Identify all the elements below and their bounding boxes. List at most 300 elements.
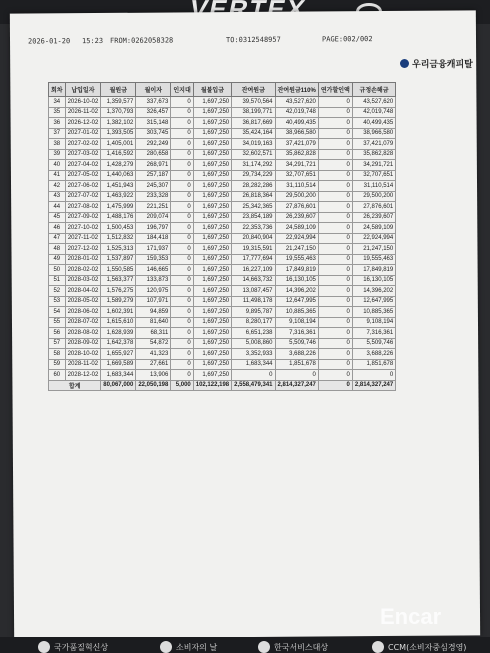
table-cell: 280,658 — [136, 149, 171, 160]
table-cell: 1,697,250 — [193, 349, 231, 360]
table-cell: 58 — [49, 349, 66, 360]
award-icon — [258, 641, 270, 653]
column-header: 월이자 — [136, 83, 171, 97]
table-cell: 81,640 — [136, 317, 171, 328]
table-cell: 36 — [49, 118, 66, 129]
table-cell: 12,647,995 — [352, 296, 395, 307]
table-cell: 13,087,457 — [232, 286, 275, 297]
footer-badge-2: 소비자의 날 — [160, 641, 217, 653]
table-cell: 0 — [171, 254, 193, 265]
table-cell: 19,555,463 — [275, 254, 318, 265]
footer-badge-1: 국가품질혁신상 — [38, 641, 108, 653]
total-cell: 합계 — [49, 380, 101, 390]
table-row — [49, 191, 396, 202]
table-cell: 2028-11-02 — [65, 359, 101, 370]
table-cell: 24,589,109 — [352, 223, 395, 234]
table-cell: 1,615,610 — [101, 317, 136, 328]
table-cell: 48 — [49, 244, 66, 255]
table-cell: 11,498,178 — [232, 296, 275, 307]
table-cell: 0 — [171, 317, 193, 328]
table-cell: 2027-12-02 — [65, 244, 101, 255]
table-cell: 0 — [318, 118, 352, 129]
table-cell: 1,851,678 — [275, 359, 318, 370]
table-cell: 14,396,202 — [352, 286, 395, 297]
column-header: 규정손해금 — [352, 83, 395, 97]
table-cell: 209,074 — [136, 212, 171, 223]
table-cell: 0 — [171, 275, 193, 286]
table-cell: 44 — [49, 202, 66, 213]
fax-page: PAGE:002/002 — [321, 35, 373, 44]
table-cell: 43,527,620 — [352, 97, 395, 108]
table-cell: 0 — [318, 128, 352, 139]
table-cell: 32,602,571 — [232, 149, 275, 160]
table-cell: 1,500,453 — [101, 223, 136, 234]
table-cell: 1,628,939 — [101, 328, 136, 339]
table-cell: 2027-05-02 — [65, 170, 101, 181]
table-cell: 0 — [171, 170, 193, 181]
table-cell: 42,019,748 — [275, 107, 318, 118]
table-cell: 0 — [318, 349, 352, 360]
table-cell: 28,282,286 — [232, 181, 275, 192]
table-cell: 0 — [318, 296, 352, 307]
table-cell: 1,416,592 — [101, 149, 136, 160]
award-icon — [38, 641, 50, 653]
table-cell: 0 — [318, 275, 352, 286]
table-cell: 1,697,250 — [193, 254, 231, 265]
table-cell: 1,697,250 — [193, 317, 231, 328]
company-logo — [400, 57, 473, 70]
table-cell: 35,862,828 — [352, 149, 395, 160]
column-header: 연가할인액 — [318, 83, 352, 97]
table-cell: 292,249 — [136, 139, 171, 150]
table-cell: 21,247,150 — [275, 244, 318, 255]
table-cell: 0 — [318, 233, 352, 244]
table-cell: 43,527,620 — [275, 97, 318, 108]
table-row — [49, 275, 396, 286]
table-cell: 9,108,194 — [352, 317, 395, 328]
table-cell: 54,872 — [136, 338, 171, 349]
table-cell: 3,688,226 — [275, 349, 318, 360]
table-cell: 38,199,771 — [232, 107, 275, 118]
table-cell: 1,382,102 — [101, 118, 136, 129]
table-cell: 38,966,580 — [275, 128, 318, 139]
table-cell: 1,370,793 — [101, 107, 136, 118]
table-cell: 52 — [49, 286, 66, 297]
table-cell: 1,440,063 — [101, 170, 136, 181]
table-cell: 26,239,607 — [352, 212, 395, 223]
column-header: 인지대 — [171, 83, 193, 97]
table-cell: 0 — [318, 307, 352, 318]
table-cell: 1,697,250 — [193, 275, 231, 286]
table-cell: 54 — [49, 307, 66, 318]
table-cell: 0 — [171, 139, 193, 150]
table-cell: 1,697,250 — [193, 244, 231, 255]
table-cell: 31,174,292 — [232, 160, 275, 171]
table-cell: 49 — [49, 254, 66, 265]
table-cell: 1,563,377 — [101, 275, 136, 286]
table-row — [49, 359, 396, 370]
table-cell: 2028-12-02 — [65, 370, 101, 381]
table-cell: 1,697,250 — [193, 118, 231, 129]
table-cell: 0 — [318, 317, 352, 328]
table-cell: 0 — [171, 160, 193, 171]
table-cell: 1,475,999 — [101, 202, 136, 213]
table-row — [49, 296, 396, 307]
table-cell: 2028-03-02 — [65, 275, 101, 286]
table-cell: 1,697,250 — [193, 359, 231, 370]
table-cell: 60 — [49, 370, 66, 381]
table-cell: 0 — [318, 107, 352, 118]
table-row — [49, 181, 396, 192]
table-row — [49, 212, 396, 223]
column-header: 잔여원금110% — [275, 83, 318, 97]
table-cell: 14,663,732 — [232, 275, 275, 286]
table-cell: 0 — [171, 181, 193, 192]
table-cell: 14,396,202 — [275, 286, 318, 297]
table-cell: 1,697,250 — [193, 286, 231, 297]
table-cell: 10,885,365 — [275, 307, 318, 318]
table-cell: 1,576,275 — [101, 286, 136, 297]
table-cell: 7,316,361 — [275, 328, 318, 339]
table-cell: 0 — [171, 338, 193, 349]
table-cell: 38 — [49, 139, 66, 150]
table-cell: 1,537,897 — [101, 254, 136, 265]
total-cell: 102,122,198 — [193, 380, 231, 390]
table-cell: 1,550,585 — [101, 265, 136, 276]
table-row — [49, 118, 396, 129]
table-cell: 0 — [318, 223, 352, 234]
table-cell: 1,697,250 — [193, 191, 231, 202]
total-row — [49, 380, 396, 390]
table-cell: 1,359,577 — [101, 97, 136, 108]
table-cell: 0 — [318, 160, 352, 171]
table-cell: 0 — [318, 265, 352, 276]
table-cell: 16,130,105 — [352, 275, 395, 286]
table-cell: 1,393,505 — [101, 128, 136, 139]
table-cell: 27,661 — [136, 359, 171, 370]
table-cell: 31,110,514 — [352, 181, 395, 192]
table-cell: 2026-10-02 — [65, 97, 101, 108]
table-cell: 0 — [171, 244, 193, 255]
table-cell: 0 — [352, 370, 395, 381]
fax-time: 15:23 — [81, 36, 104, 46]
table-cell: 1,683,344 — [101, 370, 136, 381]
table-cell: 19,315,591 — [232, 244, 275, 255]
table-cell: 39 — [49, 149, 66, 160]
table-cell: 2027-02-02 — [65, 139, 101, 150]
table-cell: 2027-10-02 — [65, 223, 101, 234]
table-cell: 0 — [171, 97, 193, 108]
table-cell: 0 — [318, 212, 352, 223]
table-cell: 53 — [49, 296, 66, 307]
table-cell: 146,665 — [136, 265, 171, 276]
table-cell: 171,937 — [136, 244, 171, 255]
table-cell: 42 — [49, 181, 66, 192]
table-cell: 50 — [49, 265, 66, 276]
table-cell: 2028-05-02 — [65, 296, 101, 307]
table-cell: 24,589,109 — [275, 223, 318, 234]
table-cell: 0 — [318, 181, 352, 192]
table-cell: 0 — [318, 97, 352, 108]
table-cell: 1,697,250 — [193, 160, 231, 171]
table-cell: 326,457 — [136, 107, 171, 118]
table-cell: 2027-01-02 — [65, 128, 101, 139]
award-icon — [160, 641, 172, 653]
table-row — [49, 160, 396, 171]
table-row — [49, 317, 396, 328]
table-cell: 0 — [171, 233, 193, 244]
table-cell: 16,227,109 — [232, 265, 275, 276]
table-cell: 55 — [49, 317, 66, 328]
table-cell: 1,642,378 — [101, 338, 136, 349]
table-cell: 233,328 — [136, 191, 171, 202]
table-cell: 1,428,279 — [101, 160, 136, 171]
table-cell: 37,421,079 — [352, 139, 395, 150]
table-cell: 37,421,079 — [275, 139, 318, 150]
table-cell: 22,924,994 — [275, 233, 318, 244]
table-cell: 35 — [49, 107, 66, 118]
table-cell: 40 — [49, 160, 66, 171]
table-cell: 2028-01-02 — [65, 254, 101, 265]
table-cell: 2027-06-02 — [65, 181, 101, 192]
table-cell: 1,697,250 — [193, 296, 231, 307]
table-cell: 94,859 — [136, 307, 171, 318]
table-row — [49, 286, 396, 297]
table-cell: 29,500,200 — [275, 191, 318, 202]
table-cell: 29,734,229 — [232, 170, 275, 181]
table-cell: 47 — [49, 233, 66, 244]
table-cell: 29,500,200 — [352, 191, 395, 202]
table-cell: 2026-11-02 — [65, 107, 101, 118]
table-cell: 3,352,933 — [232, 349, 275, 360]
table-cell: 21,247,150 — [352, 244, 395, 255]
table-cell: 1,488,176 — [101, 212, 136, 223]
table-cell: 0 — [318, 139, 352, 150]
table-cell: 1,697,250 — [193, 107, 231, 118]
table-cell: 36,817,669 — [232, 118, 275, 129]
table-row — [49, 170, 396, 181]
payment-schedule-table — [48, 82, 396, 391]
table-cell: 19,555,463 — [352, 254, 395, 265]
table-cell: 22,353,736 — [232, 223, 275, 234]
fax-to: TO:0312548957 — [225, 35, 281, 45]
table-row — [49, 149, 396, 160]
column-header: 회차 — [49, 83, 66, 97]
table-cell: 27,876,601 — [275, 202, 318, 213]
table-cell: 9,895,787 — [232, 307, 275, 318]
table-cell: 1,697,250 — [193, 233, 231, 244]
table-cell: 1,697,250 — [193, 139, 231, 150]
table-cell: 43 — [49, 191, 66, 202]
table-cell: 17,849,819 — [275, 265, 318, 276]
table-cell: 41 — [49, 170, 66, 181]
table-cell: 0 — [318, 254, 352, 265]
table-cell: 2028-07-02 — [65, 317, 101, 328]
table-row — [49, 349, 396, 360]
footer-badge-4: CCM(소비자중심경영) — [372, 641, 466, 653]
table-row — [49, 97, 396, 108]
table-cell: 1,851,678 — [352, 359, 395, 370]
table-cell: 1,683,344 — [232, 359, 275, 370]
total-cell: 5,000 — [171, 380, 193, 390]
table-cell: 0 — [232, 370, 275, 381]
table-cell: 1,655,927 — [101, 349, 136, 360]
table-cell: 2028-10-02 — [65, 349, 101, 360]
table-cell: 2028-04-02 — [65, 286, 101, 297]
table-cell: 2027-03-02 — [65, 149, 101, 160]
table-cell: 0 — [171, 307, 193, 318]
table-cell: 2028-02-02 — [65, 265, 101, 276]
footer-badge-3: 한국서비스대상 — [258, 641, 328, 653]
table-cell: 7,316,361 — [352, 328, 395, 339]
table-cell: 0 — [171, 223, 193, 234]
table-cell: 59 — [49, 359, 66, 370]
table-row — [49, 370, 396, 381]
table-cell: 0 — [318, 170, 352, 181]
table-cell: 268,971 — [136, 160, 171, 171]
total-cell: 80,067,000 — [101, 380, 136, 390]
table-cell: 26,818,364 — [232, 191, 275, 202]
table-cell: 0 — [318, 338, 352, 349]
table-cell: 26,239,607 — [275, 212, 318, 223]
table-cell: 1,525,313 — [101, 244, 136, 255]
table-cell: 34,019,163 — [232, 139, 275, 150]
table-cell: 38,966,580 — [352, 128, 395, 139]
table-cell: 0 — [318, 286, 352, 297]
table-cell: 1,512,832 — [101, 233, 136, 244]
total-cell: 2,558,479,341 — [232, 380, 275, 390]
table-cell: 2026-12-02 — [65, 118, 101, 129]
table-cell: 0 — [318, 370, 352, 381]
table-cell: 107,971 — [136, 296, 171, 307]
company-name: 우리금융캐피탈 — [412, 60, 473, 70]
table-row — [49, 139, 396, 150]
table-cell: 0 — [171, 349, 193, 360]
table-cell: 22,924,994 — [352, 233, 395, 244]
table-cell: 1,697,250 — [193, 223, 231, 234]
table-cell: 1,697,250 — [193, 307, 231, 318]
table-cell: 2028-09-02 — [65, 338, 101, 349]
table-row — [49, 223, 396, 234]
table-cell: 0 — [318, 191, 352, 202]
table-cell: 1,463,922 — [101, 191, 136, 202]
table-cell: 303,745 — [136, 128, 171, 139]
table-cell: 12,647,995 — [275, 296, 318, 307]
table-row — [49, 254, 396, 265]
table-cell: 1,602,391 — [101, 307, 136, 318]
column-header: 잔여원금 — [232, 83, 275, 97]
table-cell: 5,509,746 — [275, 338, 318, 349]
table-cell: 31,110,514 — [275, 181, 318, 192]
table-cell: 2027-04-02 — [65, 160, 101, 171]
table-cell: 1,451,943 — [101, 181, 136, 192]
table-cell: 2027-08-02 — [65, 202, 101, 213]
table-cell: 1,405,001 — [101, 139, 136, 150]
table-cell: 17,849,819 — [352, 265, 395, 276]
table-header-row — [49, 83, 396, 97]
table-cell: 45 — [49, 212, 66, 223]
table-row — [49, 265, 396, 276]
table-cell: 0 — [171, 118, 193, 129]
table-cell: 40,499,435 — [352, 118, 395, 129]
table-cell: 1,697,250 — [193, 128, 231, 139]
table-cell: 1,697,250 — [193, 370, 231, 381]
table-cell: 2027-11-02 — [65, 233, 101, 244]
encar-watermark: Encar — [380, 604, 442, 629]
table-cell: 16,130,105 — [275, 275, 318, 286]
table-cell: 1,669,589 — [101, 359, 136, 370]
table-row — [49, 128, 396, 139]
table-cell: 34,291,721 — [352, 160, 395, 171]
table-cell: 1,697,250 — [193, 149, 231, 160]
column-header: 월불입금 — [193, 83, 231, 97]
table-cell: 23,854,189 — [232, 212, 275, 223]
table-cell: 2027-09-02 — [65, 212, 101, 223]
table-cell: 34,291,721 — [275, 160, 318, 171]
table-cell: 337,673 — [136, 97, 171, 108]
table-cell: 0 — [171, 296, 193, 307]
table-cell: 1,589,279 — [101, 296, 136, 307]
table-row — [49, 244, 396, 255]
table-cell: 133,873 — [136, 275, 171, 286]
table-cell: 10,885,365 — [352, 307, 395, 318]
table-cell: 40,499,435 — [275, 118, 318, 129]
table-cell: 35,424,164 — [232, 128, 275, 139]
table-cell: 20,840,904 — [232, 233, 275, 244]
table-cell: 51 — [49, 275, 66, 286]
table-cell: 0 — [171, 328, 193, 339]
total-cell: 22,050,198 — [136, 380, 171, 390]
table-cell: 0 — [171, 107, 193, 118]
table-cell: 0 — [171, 265, 193, 276]
table-cell: 1,697,250 — [193, 170, 231, 181]
table-cell: 34 — [49, 97, 66, 108]
table-cell: 0 — [171, 286, 193, 297]
table-cell: 0 — [171, 359, 193, 370]
table-cell: 68,311 — [136, 328, 171, 339]
table-cell: 245,307 — [136, 181, 171, 192]
table-row — [49, 107, 396, 118]
table-cell: 120,975 — [136, 286, 171, 297]
table-cell: 0 — [171, 202, 193, 213]
table-cell: 2027-07-02 — [65, 191, 101, 202]
table-cell: 8,280,177 — [232, 317, 275, 328]
table-cell: 1,697,250 — [193, 338, 231, 349]
table-cell: 35,862,828 — [275, 149, 318, 160]
table-cell: 0 — [318, 202, 352, 213]
table-row — [49, 233, 396, 244]
fax-from: FROM:0262058328 — [109, 36, 174, 45]
table-cell: 56 — [49, 328, 66, 339]
table-cell: 1,697,250 — [193, 212, 231, 223]
table-cell: 5,008,860 — [232, 338, 275, 349]
table-cell: 25,342,365 — [232, 202, 275, 213]
table-cell: 0 — [318, 149, 352, 160]
table-cell: 17,777,694 — [232, 254, 275, 265]
table-cell: 0 — [171, 128, 193, 139]
table-cell: 0 — [171, 212, 193, 223]
table-cell: 42,019,748 — [352, 107, 395, 118]
table-cell: 41,323 — [136, 349, 171, 360]
ccm-icon — [372, 641, 384, 653]
table-row — [49, 202, 396, 213]
table-row — [49, 307, 396, 318]
woori-logo-icon — [400, 59, 409, 68]
total-cell: 2,814,327,247 — [275, 380, 318, 390]
total-cell: 2,814,327,247 — [352, 380, 395, 390]
fax-date: 2026-01-20 — [27, 37, 71, 46]
table-cell: 39,570,564 — [232, 97, 275, 108]
